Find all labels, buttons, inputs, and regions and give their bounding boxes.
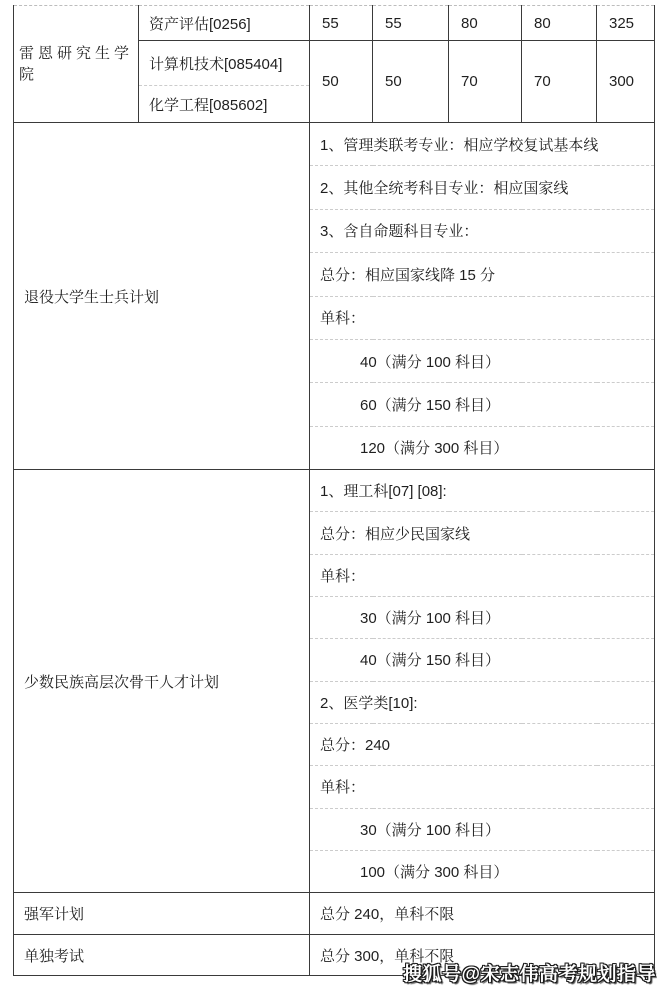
major-cell: 计算机技术[085404] [139, 41, 310, 86]
criteria-cell: 40（满分 100 科目） [310, 339, 655, 382]
table-row [14, 893, 655, 935]
criteria-cell: 2、医学类[10]: [310, 681, 655, 723]
score-cell: 70 [522, 41, 597, 123]
score-cell: 80 [522, 6, 597, 41]
criteria-cell: 单科： [310, 766, 655, 808]
table-row [14, 6, 655, 41]
criteria-cell: 总分 300，单科不限 [310, 935, 655, 976]
criteria-cell: 总分：240 [310, 723, 655, 765]
major-cell: 资产评估[0256] [139, 6, 310, 41]
criteria-cell: 30（满分 100 科目） [310, 597, 655, 639]
criteria-cell: 100（满分 300 科目） [310, 850, 655, 892]
school-name-cell: 雷恩研究生学院 [14, 6, 139, 123]
score-cell: 50 [310, 41, 373, 123]
plan-label-cell: 少数民族高层次骨干人才计划 [14, 470, 310, 893]
plan-label-cell: 单独考试 [14, 935, 310, 976]
major-cell: 化学工程[085602] [139, 86, 310, 123]
criteria-cell: 总分：相应国家线降 15 分 [310, 253, 655, 296]
table-row [14, 123, 655, 166]
table-row [14, 470, 655, 512]
score-cell: 325 [597, 6, 655, 41]
score-cell: 55 [373, 6, 449, 41]
plan-label-cell: 强军计划 [14, 893, 310, 935]
score-cell: 80 [449, 6, 522, 41]
criteria-cell: 2、其他全统考科目专业：相应国家线 [310, 166, 655, 209]
admission-score-table [13, 5, 655, 976]
score-cell: 55 [310, 6, 373, 41]
score-cell: 50 [373, 41, 449, 123]
criteria-cell: 30（满分 100 科目） [310, 808, 655, 850]
criteria-cell: 1、管理类联考专业：相应学校复试基本线 [310, 123, 655, 166]
criteria-cell: 60（满分 150 科目） [310, 383, 655, 426]
watermark: 搜狐号@宋志伟高考规划指导 [402, 964, 656, 985]
plan-label-cell: 退役大学生士兵计划 [14, 123, 310, 470]
criteria-cell: 120（满分 300 科目） [310, 426, 655, 469]
criteria-cell: 1、理工科[07] [08]: [310, 470, 655, 512]
criteria-cell: 总分：相应少民国家线 [310, 512, 655, 554]
criteria-cell: 3、含自命题科目专业： [310, 209, 655, 252]
criteria-cell: 单科： [310, 296, 655, 339]
criteria-cell: 单科： [310, 554, 655, 596]
criteria-cell: 总分 240，单科不限 [310, 893, 655, 935]
score-cell: 70 [449, 41, 522, 123]
criteria-cell: 40（满分 150 科目） [310, 639, 655, 681]
score-cell: 300 [597, 41, 655, 123]
